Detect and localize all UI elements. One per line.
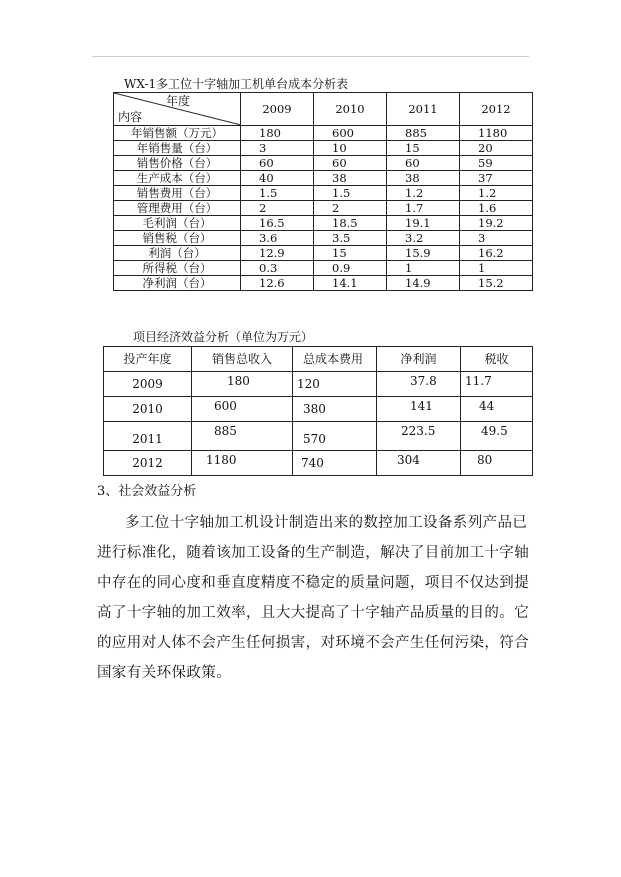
table1-cell: 1.5 <box>241 186 314 201</box>
row-label: 年销售额（万元） <box>114 126 241 141</box>
table1-cell: 885 <box>387 126 460 141</box>
table2-caption: 项目经济效益分析（单位为万元） <box>133 330 314 344</box>
table1-cell: 40 <box>241 171 314 186</box>
table2-cell: 141 <box>377 397 461 422</box>
header-year-label: 年度 <box>165 94 190 108</box>
paragraph-line: 国家有关环保政策。 <box>97 665 232 681</box>
table1-cell: 18.5 <box>314 216 387 231</box>
table1-cell: 60 <box>387 156 460 171</box>
table1-cell: 19.1 <box>387 216 460 231</box>
table1-cell: 12.6 <box>241 276 314 291</box>
table1-row <box>114 186 533 201</box>
year-header: 2010 <box>314 93 387 126</box>
table1-cell: 3.2 <box>387 231 460 246</box>
row-label: 净利润（台） <box>114 276 241 291</box>
page-header-rule <box>92 56 529 57</box>
table1-cell: 16.2 <box>460 246 533 261</box>
table1-cell: 1180 <box>460 126 533 141</box>
row-label: 年销售量（台） <box>114 141 241 156</box>
table1-row <box>114 171 533 186</box>
table2-header: 税收 <box>461 347 533 372</box>
table1-cell: 0.9 <box>314 261 387 276</box>
table1-cell: 20 <box>460 141 533 156</box>
table1-cell: 1.7 <box>387 201 460 216</box>
table2-header: 投产年度 <box>104 347 192 372</box>
table1-cell: 0.3 <box>241 261 314 276</box>
table2-row <box>104 372 533 397</box>
table1-cell: 1.2 <box>460 186 533 201</box>
table1-cell: 14.1 <box>314 276 387 291</box>
table1-cell: 3.6 <box>241 231 314 246</box>
table1-cell: 3.5 <box>314 231 387 246</box>
row-label: 所得税（台） <box>114 261 241 276</box>
table1-header-row <box>114 93 533 126</box>
table1-cell: 19.2 <box>460 216 533 231</box>
table2-cell: 2011 <box>104 422 192 451</box>
table1-cell: 59 <box>460 156 533 171</box>
table2-cell: 1180 <box>192 451 293 476</box>
table2-cell: 885 <box>192 422 293 451</box>
table1-cell: 14.9 <box>387 276 460 291</box>
table2-header: 净利润 <box>377 347 461 372</box>
year-header: 2012 <box>460 93 533 126</box>
body-paragraph <box>97 508 530 688</box>
table1-cell: 1.5 <box>314 186 387 201</box>
table1-cell: 180 <box>241 126 314 141</box>
table1-cell: 37 <box>460 171 533 186</box>
table1-row <box>114 216 533 231</box>
table1-cell: 15 <box>387 141 460 156</box>
year-header: 2009 <box>241 93 314 126</box>
year-header: 2011 <box>387 93 460 126</box>
table1-cell: 3 <box>460 231 533 246</box>
table2-cell: 2009 <box>104 372 192 397</box>
paragraph-line: 进行标准化，随着该加工设备的生产制造，解决了目前加工十字轴 <box>97 545 530 561</box>
table1-row <box>114 156 533 171</box>
table1-cell: 15.9 <box>387 246 460 261</box>
row-label: 生产成本（台） <box>114 171 241 186</box>
row-label: 销售价格（台） <box>114 156 241 171</box>
table1-cell: 16.5 <box>241 216 314 231</box>
table1-cell: 12.9 <box>241 246 314 261</box>
table2-cell: 570 <box>293 422 377 451</box>
row-label: 销售税（台） <box>114 231 241 246</box>
table2-cell: 304 <box>377 451 461 476</box>
table1-row <box>114 141 533 156</box>
table2-cell: 180 <box>192 372 293 397</box>
row-label: 毛利润（台） <box>114 216 241 231</box>
table2-cell: 2010 <box>104 397 192 422</box>
table2-cell: 380 <box>293 397 377 422</box>
table2-cell: 44 <box>461 397 533 422</box>
table1-cell: 60 <box>241 156 314 171</box>
table1-cell: 1.2 <box>387 186 460 201</box>
paragraph-line: 高了十字轴的加工效率，且大大提高了十字轴产品质量的目的。它 <box>97 605 530 621</box>
table2-cell: 49.5 <box>461 422 533 451</box>
table2-row <box>104 397 533 422</box>
table1-cell: 15.2 <box>460 276 533 291</box>
table2-cell: 740 <box>293 451 377 476</box>
section-title: 3、社会效益分析 <box>97 484 197 499</box>
table1-cell: 60 <box>314 156 387 171</box>
row-label: 管理费用（台） <box>114 201 241 216</box>
table1-row <box>114 261 533 276</box>
table2-cell: 120 <box>293 372 377 397</box>
row-label: 销售费用（台） <box>114 186 241 201</box>
paragraph-line: 中存在的同心度和垂直度精度不稳定的质量问题，项目不仅达到提 <box>97 575 530 591</box>
economic-benefit-table <box>103 346 533 476</box>
table1-row <box>114 126 533 141</box>
cost-analysis-table <box>113 92 533 291</box>
table1-cell: 1.6 <box>460 201 533 216</box>
table2-header: 销售总收入 <box>192 347 293 372</box>
table1-row <box>114 231 533 246</box>
table2-cell: 80 <box>461 451 533 476</box>
table2-row <box>104 451 533 476</box>
table1-cell: 2 <box>241 201 314 216</box>
table2-row <box>104 422 533 451</box>
table1-cell: 38 <box>387 171 460 186</box>
table1-row <box>114 201 533 216</box>
table1-cell: 10 <box>314 141 387 156</box>
table1-row <box>114 246 533 261</box>
table1-cell: 38 <box>314 171 387 186</box>
paragraph-line: 的应用对人体不会产生任何损害，对环境不会产生任何污染，符合 <box>97 635 530 651</box>
table1-cell: 1 <box>460 261 533 276</box>
table1-cell: 2 <box>314 201 387 216</box>
table1-row <box>114 276 533 291</box>
table2-cell: 223.5 <box>377 422 461 451</box>
paragraph-line: 多工位十字轴加工机设计制造出来的数控加工设备系列产品已 <box>125 515 528 531</box>
table2-cell: 2012 <box>104 451 192 476</box>
table1-cell: 600 <box>314 126 387 141</box>
row-label: 利润（台） <box>114 246 241 261</box>
table2-header: 总成本费用 <box>293 347 377 372</box>
table2-cell: 600 <box>192 397 293 422</box>
table2-cell: 11.7 <box>461 372 533 397</box>
table2-header-row <box>104 347 533 372</box>
table1-caption: WX-1多工位十字轴加工机单台成本分析表 <box>124 77 349 91</box>
table2-cell: 37.8 <box>377 372 461 397</box>
table1-cell: 3 <box>241 141 314 156</box>
table1-cell: 1 <box>387 261 460 276</box>
table1-cell: 15 <box>314 246 387 261</box>
header-content-label: 内容 <box>118 110 143 124</box>
diagonal-header-cell <box>114 93 241 126</box>
